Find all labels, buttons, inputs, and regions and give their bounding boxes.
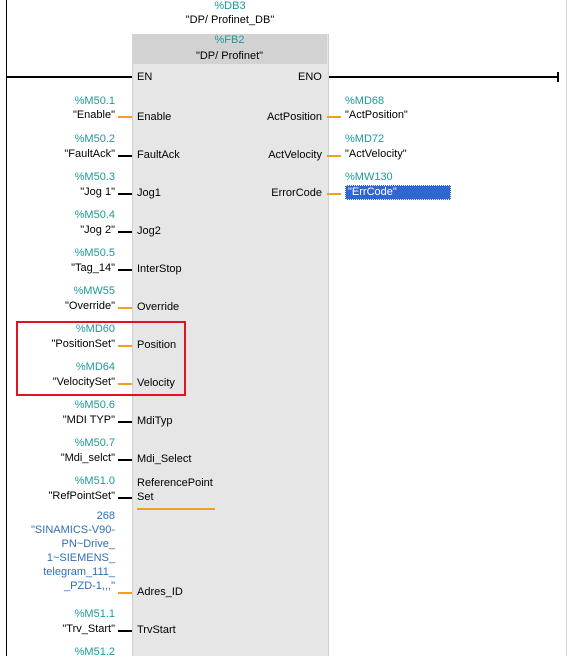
pin-mdi-select: Mdi_Select — [137, 453, 192, 465]
input-wire — [118, 116, 132, 118]
output-tag[interactable]: "ErrCode" — [345, 185, 451, 200]
instance-db-name[interactable]: "DP/ Profinet_DB" — [185, 14, 275, 26]
pin-jog1: Jog1 — [137, 187, 161, 199]
instance-db-address[interactable]: %DB3 — [214, 0, 246, 12]
output-tag-selected[interactable] — [345, 185, 451, 198]
input-address[interactable]: %M51.0 — [74, 475, 115, 487]
output-tag[interactable]: "ActVelocity" — [345, 148, 407, 160]
input-address[interactable]: %M50.6 — [74, 399, 115, 411]
pin-override: Override — [137, 301, 180, 313]
input-address[interactable]: %M51.2 — [74, 646, 115, 658]
highlight-box — [16, 321, 186, 396]
editor-right-border — [566, 0, 567, 656]
input-tag[interactable]: "Tag_14" — [71, 262, 115, 274]
input-wire — [118, 307, 132, 309]
input-address[interactable]: %M50.2 — [74, 133, 115, 145]
output-address[interactable]: %MW130 — [345, 171, 393, 183]
input-address[interactable]: %M50.5 — [74, 247, 115, 259]
pin-underline — [137, 508, 215, 510]
pin-actvelocity: ActVelocity — [268, 149, 322, 161]
input-tag[interactable]: "FaultAck" — [64, 148, 115, 160]
input-tag[interactable]: "MDI TYP" — [62, 414, 115, 426]
input-wire — [118, 155, 132, 157]
pin-enable: Enable — [137, 111, 172, 123]
output-tag[interactable]: "ActPosition" — [345, 109, 408, 121]
input-address[interactable]: %M50.1 — [74, 95, 115, 107]
input-wire — [118, 269, 132, 271]
output-wire — [327, 193, 341, 195]
pin-adres-id: Adres_ID — [137, 586, 183, 598]
pin-interstop: InterStop — [137, 263, 182, 275]
input-tag[interactable]: "Jog 2" — [80, 224, 115, 236]
pin-reference-point-set: Set — [137, 491, 154, 503]
input-wire — [118, 497, 132, 499]
pin-position: Position — [137, 339, 177, 351]
input-address[interactable]: %M50.7 — [74, 437, 115, 449]
input-wire — [118, 421, 132, 423]
input-address[interactable]: %MD60 — [75, 323, 115, 335]
function-block-name: "DP/ Profinet" — [195, 50, 264, 62]
pin-actposition: ActPosition — [266, 111, 322, 123]
pin-jog2: Jog2 — [137, 225, 161, 237]
pin-velocity: Velocity — [137, 377, 175, 389]
input-tag[interactable]: "VelocitySet" — [52, 376, 115, 388]
input-tag[interactable]: "Override" — [65, 300, 115, 312]
pin-en[interactable]: EN — [137, 71, 153, 83]
pin-faultack: FaultAck — [137, 149, 180, 161]
pin-mditype: MdiTyp — [137, 415, 173, 427]
input-tag[interactable]: "RefPointSet" — [48, 490, 115, 502]
input-address[interactable]: %M50.4 — [74, 209, 115, 221]
input-address[interactable]: %M51.1 — [74, 608, 115, 620]
input-constant[interactable]: 268 — [96, 510, 115, 522]
input-tag[interactable]: "Mdi_selct" — [60, 452, 115, 464]
input-tag[interactable]: "Jog 1" — [80, 186, 115, 198]
input-address[interactable]: %M50.3 — [74, 171, 115, 183]
power-rail-end — [557, 72, 559, 82]
input-constant-tag[interactable]: "SINAMICS-V90- PN~Drive_ 1~SIEMENS_ telegram_111_ _PZD-1,,," — [31, 524, 115, 592]
input-address[interactable]: %MD64 — [75, 361, 115, 373]
pin-reference-point: ReferencePoint — [137, 477, 213, 489]
pin-errorcode: ErrorCode — [271, 187, 322, 199]
input-wire — [118, 592, 132, 594]
input-wire — [118, 630, 132, 632]
output-wire — [327, 116, 341, 118]
input-wire — [118, 459, 132, 461]
output-wire — [327, 155, 341, 157]
input-tag[interactable]: "Trv_Start" — [62, 623, 115, 635]
input-wire — [118, 231, 132, 233]
output-address[interactable]: %MD72 — [345, 133, 385, 145]
function-block-address: %FB2 — [214, 34, 245, 46]
power-rail-left — [6, 0, 7, 656]
input-wire — [118, 193, 132, 195]
input-tag[interactable]: "PositionSet" — [51, 338, 115, 350]
input-address[interactable]: %MW55 — [73, 285, 115, 297]
pin-trvstart: TrvStart — [137, 624, 176, 636]
pin-eno[interactable]: ENO — [298, 71, 322, 83]
input-tag[interactable]: "Enable" — [72, 109, 115, 121]
output-address[interactable]: %MD68 — [345, 95, 385, 107]
